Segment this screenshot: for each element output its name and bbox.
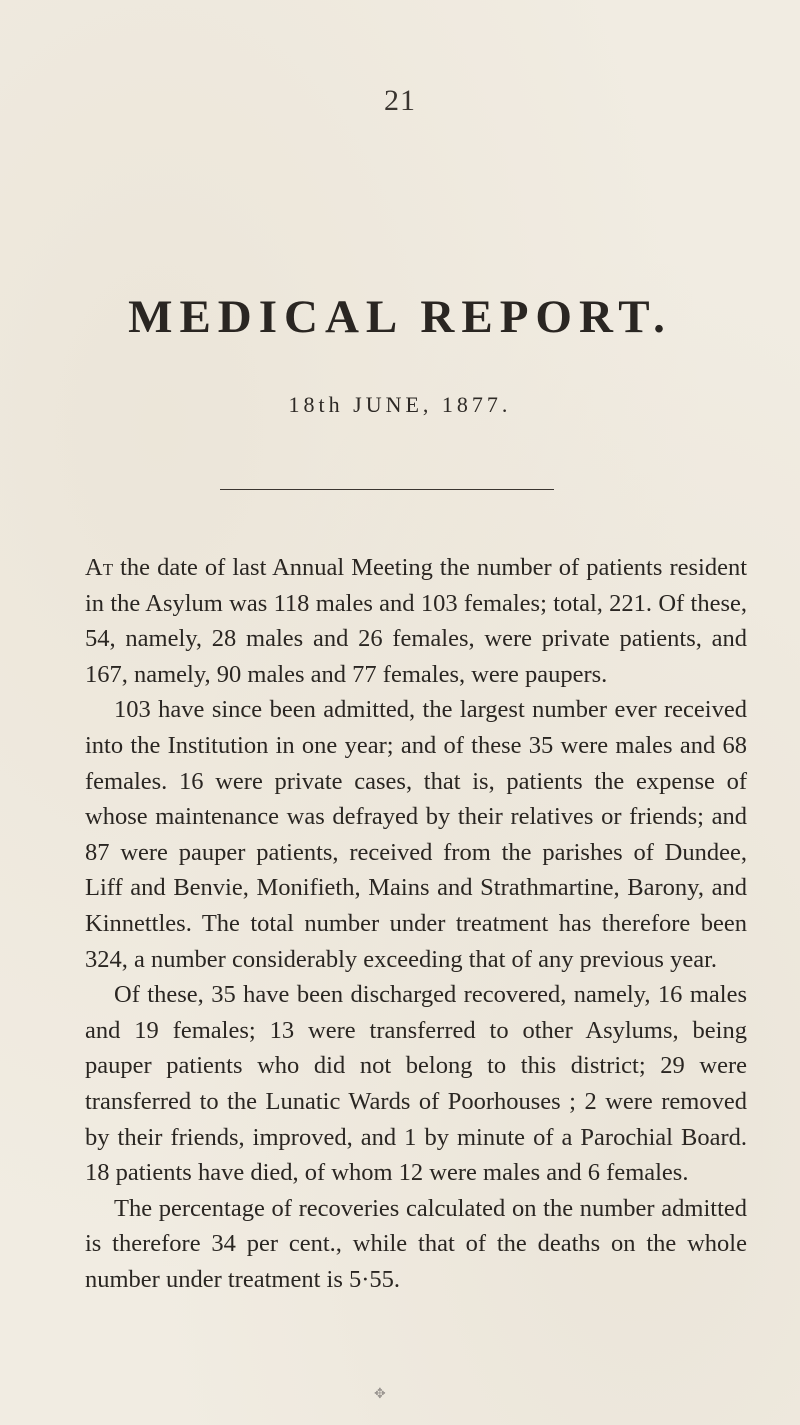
printer-mark-icon: ✥ (374, 1387, 386, 1402)
page-number: 21 (384, 84, 416, 117)
paragraph: The percentage of recoveries calculated on the number admitted is therefore 34 per cent., while that of the deaths on the whole number under treatment is 5·55. (85, 1194, 747, 1293)
paragraph-text: the date of last Annual Meeting the number of patients resident in the Asylum was 118 males and 103 females; total, 221. Of these, 54, namely, 28 males and 26 females, were private patients, and 167, namely, 90 males and 77 females, were paupers. (85, 554, 747, 688)
paragraph (85, 550, 747, 692)
paragraph: Of these, 35 have been discharged recovered, namely, 16 males and 19 females; 13 were transferred to other Asylums, being pauper patients who did not belong to this district; 29 were transferred to the Lunatic Wards of Poorhouses ; 2 were removed by their friends, improved, and 1 by minute of a Parochial Board. 18 patients have died, of whom 12 were males and 6 females. (85, 981, 747, 1187)
divider-rule (220, 489, 554, 490)
report-date: 18th JUNE, 1877. (288, 392, 512, 417)
report-body (85, 550, 747, 1297)
page-title: MEDICAL REPORT. (128, 291, 672, 343)
paragraph-lead: At (85, 554, 114, 581)
paragraph: 103 have since been admitted, the largest number ever received into the Institution in one year; and of these 35 were males and 68 females. 16 were private cases, that is, patients the expense of whose maintenance was defrayed by their relatives or friends; and 87 were pauper patients, received from the parishes of Dundee, Liff and Benvie, Monifieth, Mains and Strathmartine, Barony, and Kinnettles. The total number under treatment has therefore been 324, a number considerably exceeding that of any previous year. (85, 696, 747, 973)
